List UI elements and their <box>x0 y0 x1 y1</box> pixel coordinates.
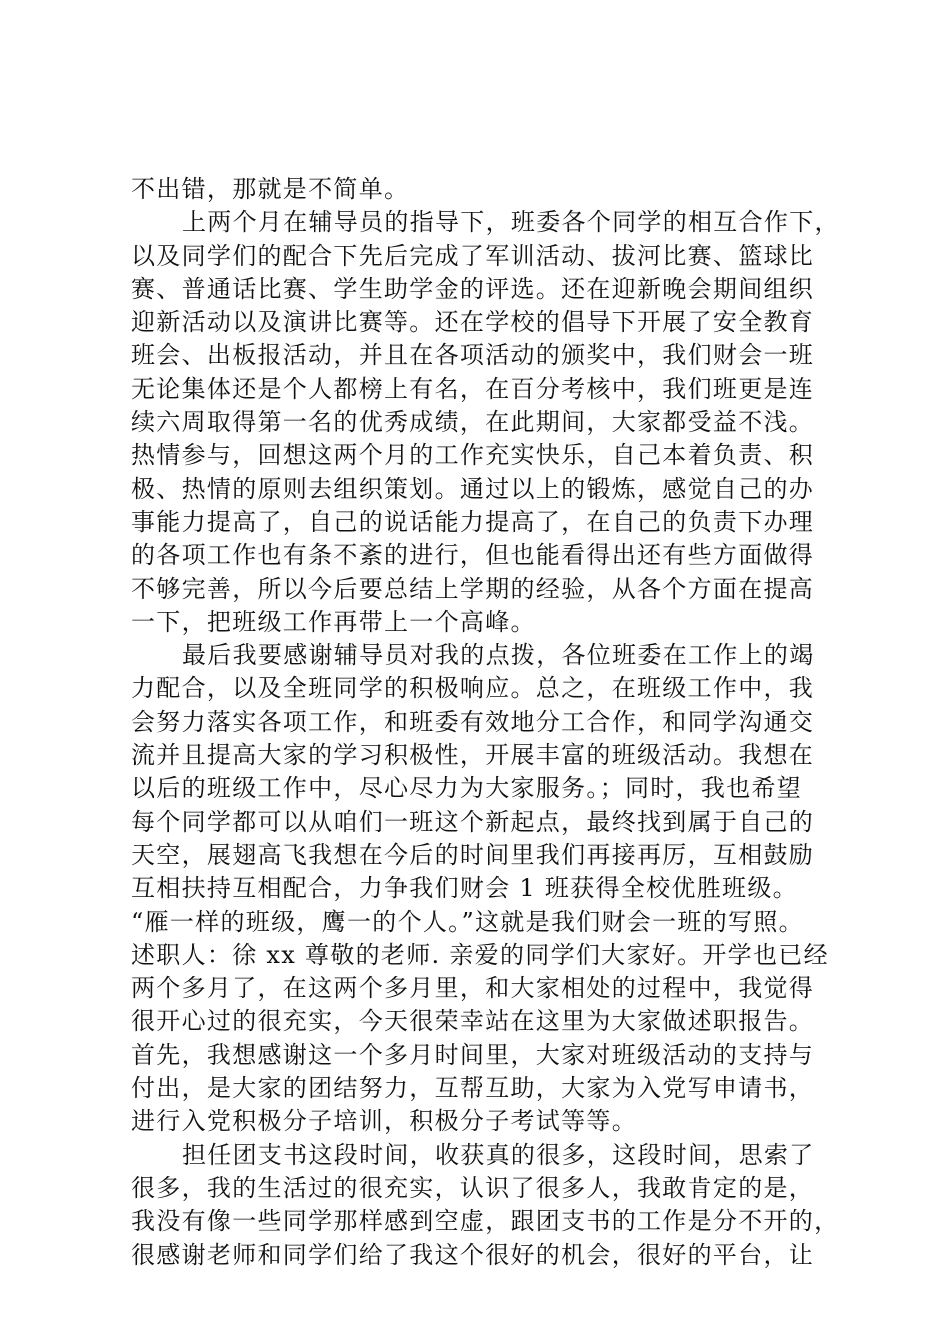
text-line: 每个同学都可以从咱们一班这个新起点，最终找到属于自己的 <box>131 807 815 836</box>
text-line: 以及同学们的配合下先后完成了军训活动、拔河比赛、篮球比 <box>131 241 815 270</box>
text-line: 班会、出板报活动，并且在各项活动的颁奖中，我们财会一班 <box>131 341 815 370</box>
paragraph-first-line: 担任团支书这段时间，收获真的很多，这段时间，思索了 <box>182 1140 815 1169</box>
text-line: 不够完善，所以今后要总结上学期的经验，从各个方面在提高 <box>131 574 815 603</box>
text-line: 事能力提高了，自己的说话能力提高了，在自己的负责下办理 <box>131 507 815 536</box>
text-line: 会努力落实各项工作，和班委有效地分工合作，和同学沟通交 <box>131 707 815 736</box>
text-line: 无论集体还是个人都榜上有名，在百分考核中，我们班更是连 <box>131 374 815 403</box>
text-line: 一下，把班级工作再带上一个高峰。 <box>131 607 536 636</box>
text-line: “雁一样的班级，鹰一的个人。”这就是我们财会一班的写照。 <box>131 907 804 936</box>
text-line: 付出，是大家的团结努力，互帮互助，大家为入党写申请书， <box>131 1074 815 1103</box>
text-line: 互相扶持互相配合，力争我们财会 1 班获得全校优胜班级。 <box>131 874 798 903</box>
text-line: 力配合，以及全班同学的积极响应。总之，在班级工作中，我 <box>131 674 815 703</box>
text-line: 很开心过的很充实，今天很荣幸站在这里为大家做述职报告。 <box>131 1007 815 1036</box>
text-line: 述职人：徐 xx 尊敬的老师. 亲爱的同学们大家好。开学也已经 <box>131 940 829 969</box>
text-line: 很多，我的生活过的很充实，认识了很多人，我敢肯定的是， <box>131 1173 815 1202</box>
text-line: 极、热情的原则去组织策划。通过以上的锻炼，感觉自己的办 <box>131 474 815 503</box>
text-line: 首先，我想感谢这一个多月时间里，大家对班级活动的支持与 <box>131 1040 815 1069</box>
text-line: 不出错，那就是不简单。 <box>131 175 410 203</box>
text-line: 我没有像一些同学那样感到空虚，跟团支书的工作是分不开的， <box>131 1207 840 1236</box>
text-line: 迎新活动以及演讲比赛等。还在学校的倡导下开展了安全教育 <box>131 308 815 337</box>
text-line: 续六周取得第一名的优秀成绩，在此期间，大家都受益不浅。 <box>131 408 815 437</box>
text-line: 天空，展翅高飞我想在今后的时间里我们再接再厉，互相鼓励 <box>131 840 815 869</box>
paragraph-first-line: 最后我要感谢辅导员对我的点拨，各位班委在工作上的竭 <box>182 641 815 670</box>
text-line: 热情参与，回想这两个月的工作充实快乐，自己本着负责、积 <box>131 441 815 470</box>
text-line: 赛、普通话比赛、学生助学金的评选。还在迎新晚会期间组织 <box>131 274 815 303</box>
text-line: 进行入党积极分子培训，积极分子考试等等。 <box>131 1107 637 1136</box>
text-line: 流并且提高大家的学习积极性，开展丰富的班级活动。我想在 <box>131 741 815 770</box>
text-line: 两个多月了，在这两个多月里，和大家相处的过程中，我觉得 <box>131 974 815 1003</box>
text-line: 很感谢老师和同学们给了我这个很好的机会，很好的平台，让 <box>131 1240 815 1269</box>
text-line: 的各项工作也有条不紊的进行，但也能看得出还有些方面做得 <box>131 541 815 570</box>
text-line: 以后的班级工作中，尽心尽力为大家服务。；同时，我也希望 <box>131 774 803 803</box>
document-body <box>131 173 840 1272</box>
paragraph-first-line: 上两个月在辅导员的指导下，班委各个同学的相互合作下， <box>182 208 840 237</box>
